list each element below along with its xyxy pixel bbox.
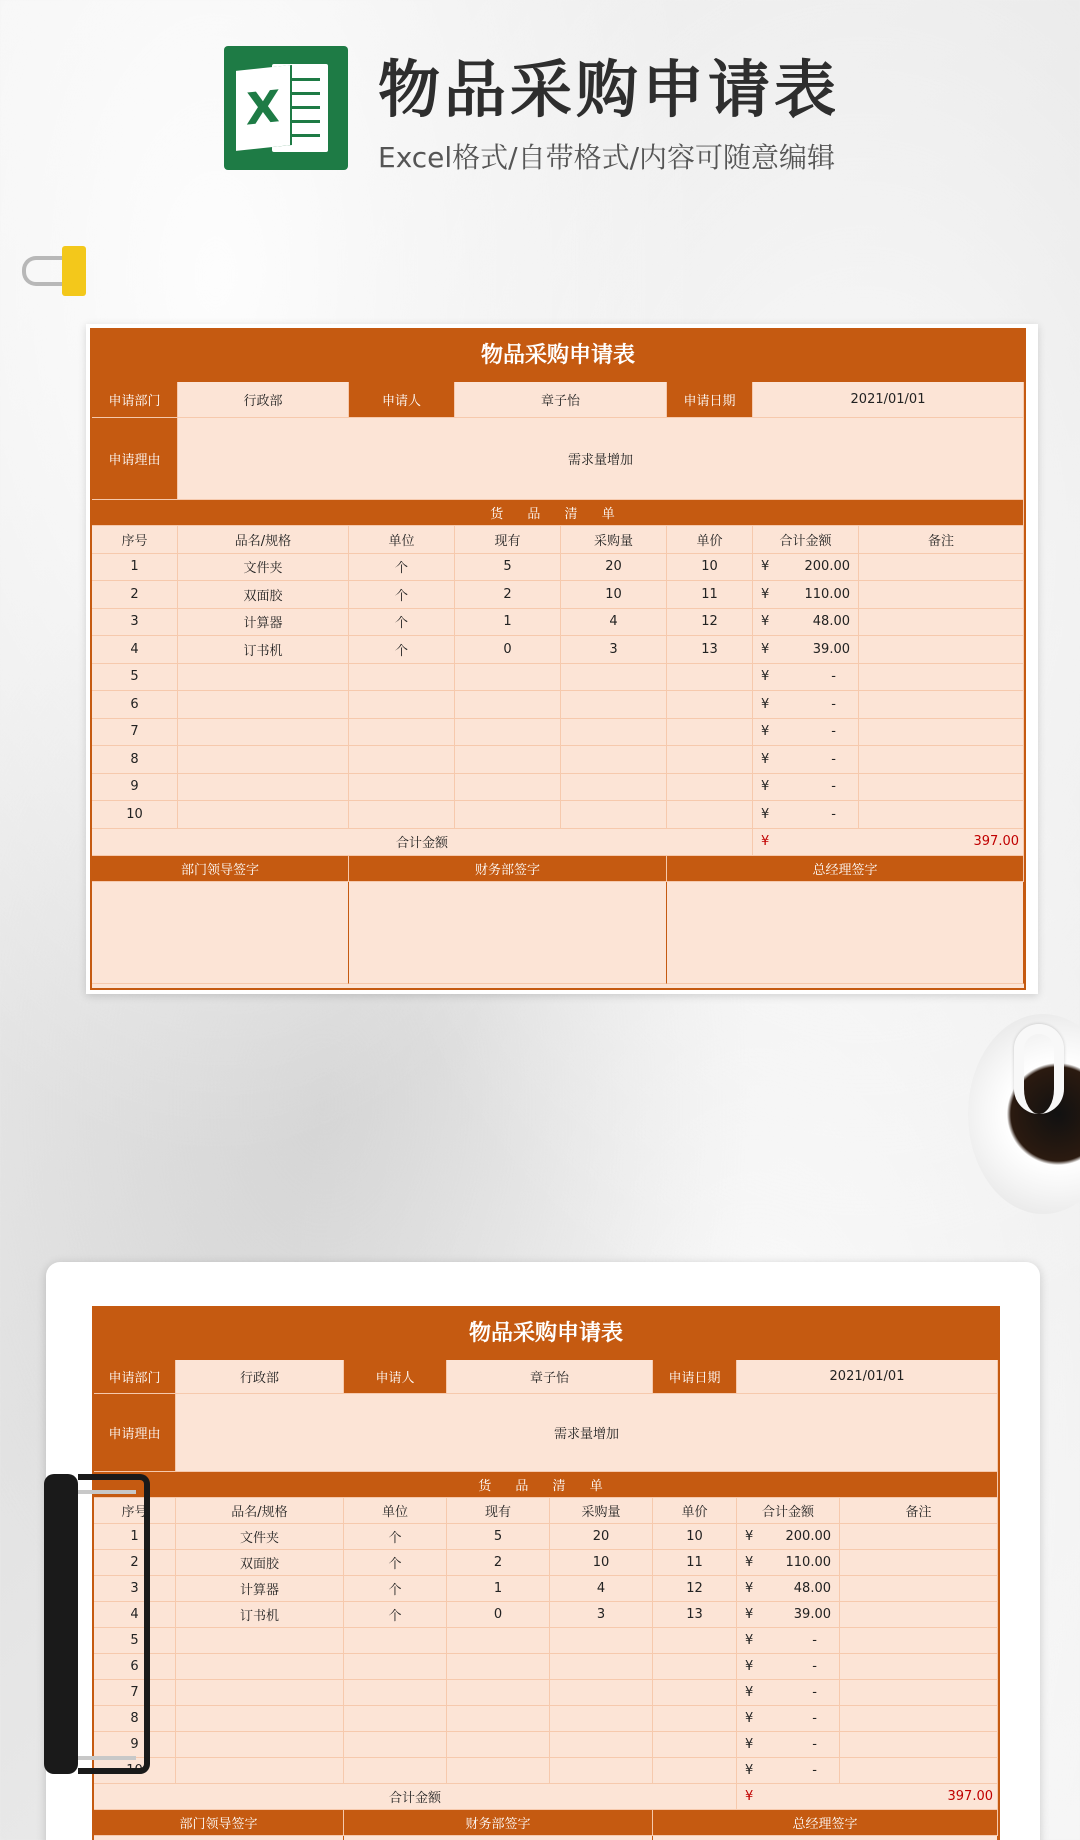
- stock-cell[interactable]: [447, 1680, 550, 1706]
- table-row: [94, 1654, 998, 1680]
- amount-cell[interactable]: [737, 1602, 840, 1628]
- amount-cell[interactable]: [737, 1732, 840, 1758]
- unit-cell[interactable]: 个: [344, 1524, 447, 1550]
- currency-symbol: ¥: [745, 1763, 754, 1778]
- qty-cell[interactable]: [561, 746, 667, 774]
- amount-cell[interactable]: [753, 581, 859, 609]
- qty-cell[interactable]: [550, 1628, 653, 1654]
- name-cell[interactable]: [178, 774, 349, 802]
- unit-cell[interactable]: [349, 664, 455, 692]
- unit-cell[interactable]: [344, 1680, 447, 1706]
- amount-cell[interactable]: [737, 1680, 840, 1706]
- no-cell: 1: [94, 1524, 176, 1550]
- note-cell[interactable]: [859, 801, 1024, 829]
- unit-cell[interactable]: [349, 746, 455, 774]
- price-cell[interactable]: 12: [667, 609, 753, 637]
- amount-value: 200.00: [785, 1529, 831, 1544]
- no-cell: 7: [94, 1680, 176, 1706]
- note-cell[interactable]: [840, 1706, 998, 1732]
- price-cell[interactable]: [653, 1680, 737, 1706]
- currency-symbol: ¥: [745, 1711, 754, 1726]
- amount-value: -: [812, 1763, 817, 1778]
- currency-symbol: ¥: [761, 669, 770, 685]
- table-row: [92, 664, 1024, 692]
- no-cell: 6: [92, 691, 178, 719]
- amount-value: 39.00: [793, 1607, 831, 1622]
- currency-symbol: ¥: [745, 1789, 754, 1804]
- amount-cell[interactable]: [753, 774, 859, 802]
- stock-cell[interactable]: [455, 774, 561, 802]
- note-cell[interactable]: [859, 554, 1024, 582]
- stock-cell[interactable]: [447, 1706, 550, 1732]
- amount-cell[interactable]: [753, 664, 859, 692]
- total-label: 合计金额: [94, 1784, 737, 1810]
- stock-cell[interactable]: 0: [447, 1602, 550, 1628]
- table-row: [92, 746, 1024, 774]
- column-header: 采购量: [561, 526, 667, 554]
- qty-cell[interactable]: 3: [561, 636, 667, 664]
- price-cell[interactable]: [653, 1732, 737, 1758]
- price-cell[interactable]: [667, 801, 753, 829]
- column-header: 序号: [92, 526, 178, 554]
- finance-signature-label: 财务部签字: [349, 856, 667, 882]
- stock-cell[interactable]: [447, 1654, 550, 1680]
- goods-list-bar: 货 品 清 单: [94, 1472, 998, 1498]
- name-cell[interactable]: 文件夹: [178, 554, 349, 582]
- name-cell[interactable]: [178, 746, 349, 774]
- column-header: 现有: [447, 1498, 550, 1524]
- unit-cell[interactable]: 个: [349, 581, 455, 609]
- price-cell[interactable]: [667, 691, 753, 719]
- finance-signature-label: 财务部签字: [344, 1810, 653, 1836]
- qty-cell[interactable]: [561, 801, 667, 829]
- table-row: [92, 636, 1024, 664]
- stock-cell[interactable]: [447, 1732, 550, 1758]
- name-cell[interactable]: 计算器: [176, 1576, 344, 1602]
- amount-value: -: [831, 724, 836, 740]
- table-row: [94, 1758, 998, 1784]
- department-leader-signature-box[interactable]: [92, 882, 349, 984]
- no-cell: 2: [94, 1550, 176, 1576]
- unit-cell[interactable]: 个: [344, 1602, 447, 1628]
- price-cell[interactable]: 12: [653, 1576, 737, 1602]
- qty-cell[interactable]: [550, 1706, 653, 1732]
- no-cell: 7: [92, 719, 178, 747]
- note-cell[interactable]: [859, 691, 1024, 719]
- name-cell[interactable]: [176, 1680, 344, 1706]
- currency-symbol: ¥: [761, 751, 770, 767]
- amount-cell[interactable]: [753, 554, 859, 582]
- currency-symbol: ¥: [745, 1607, 754, 1622]
- column-header: 备注: [859, 526, 1024, 554]
- applicant-label: 申请人: [349, 382, 455, 418]
- qty-cell[interactable]: [550, 1758, 653, 1784]
- name-cell[interactable]: [176, 1758, 344, 1784]
- amount-value: -: [812, 1711, 817, 1726]
- currency-symbol: ¥: [745, 1529, 754, 1544]
- note-cell[interactable]: [840, 1628, 998, 1654]
- currency-symbol: ¥: [761, 779, 770, 795]
- currency-symbol: ¥: [745, 1633, 754, 1648]
- column-header: 单价: [653, 1498, 737, 1524]
- qty-cell[interactable]: [550, 1732, 653, 1758]
- unit-cell[interactable]: [344, 1758, 447, 1784]
- amount-value: -: [831, 751, 836, 767]
- department-leader-signature-label: 部门领导签字: [94, 1810, 344, 1836]
- column-header: 品名/规格: [176, 1498, 344, 1524]
- amount-value: 200.00: [804, 559, 850, 575]
- date-value[interactable]: 2021/01/01: [737, 1360, 998, 1394]
- purchase-request-form: [90, 328, 1026, 990]
- department-leader-signature-box[interactable]: [94, 1836, 344, 1840]
- note-cell[interactable]: [859, 664, 1024, 692]
- no-cell: 6: [94, 1654, 176, 1680]
- currency-symbol: ¥: [761, 641, 770, 657]
- qty-cell[interactable]: [561, 664, 667, 692]
- no-cell: 3: [92, 609, 178, 637]
- currency-symbol: ¥: [745, 1581, 754, 1596]
- stock-cell[interactable]: 5: [455, 554, 561, 582]
- table-row: [92, 719, 1024, 747]
- unit-cell[interactable]: 个: [344, 1550, 447, 1576]
- table-row: [94, 1680, 998, 1706]
- amount-value: 39.00: [812, 641, 850, 657]
- currency-symbol: ¥: [745, 1737, 754, 1752]
- unit-cell[interactable]: [344, 1654, 447, 1680]
- qty-cell[interactable]: [550, 1654, 653, 1680]
- stock-cell[interactable]: [447, 1628, 550, 1654]
- qty-cell[interactable]: 10: [550, 1550, 653, 1576]
- amount-cell[interactable]: [753, 719, 859, 747]
- unit-cell[interactable]: [344, 1706, 447, 1732]
- department-value[interactable]: 行政部: [178, 382, 349, 418]
- applicant-value[interactable]: 章子怡: [455, 382, 667, 418]
- amount-value: -: [831, 806, 836, 822]
- amount-cell[interactable]: [737, 1628, 840, 1654]
- amount-value: 48.00: [793, 1581, 831, 1596]
- note-cell[interactable]: [840, 1550, 998, 1576]
- note-cell[interactable]: [859, 609, 1024, 637]
- amount-cell[interactable]: [737, 1524, 840, 1550]
- finance-signature-box[interactable]: [349, 882, 667, 984]
- purchase-request-form: [92, 1306, 1000, 1840]
- reason-label: 申请理由: [94, 1394, 176, 1472]
- name-cell[interactable]: [176, 1654, 344, 1680]
- total-label: 合计金额: [92, 829, 753, 857]
- name-cell[interactable]: 订书机: [176, 1602, 344, 1628]
- page-title: 物品采购申请表: [378, 53, 841, 126]
- table-row: [92, 774, 1024, 802]
- unit-cell[interactable]: [349, 774, 455, 802]
- currency-symbol: ¥: [745, 1685, 754, 1700]
- name-cell[interactable]: [178, 719, 349, 747]
- date-label: 申请日期: [653, 1360, 737, 1394]
- table-row: [92, 554, 1024, 582]
- price-cell[interactable]: [667, 664, 753, 692]
- qty-cell[interactable]: 20: [561, 554, 667, 582]
- department-label: 申请部门: [92, 382, 178, 418]
- unit-cell[interactable]: 个: [349, 636, 455, 664]
- stock-cell[interactable]: [455, 746, 561, 774]
- unit-cell[interactable]: [344, 1732, 447, 1758]
- name-cell[interactable]: 双面胶: [176, 1550, 344, 1576]
- column-header: 现有: [455, 526, 561, 554]
- binder-clip-icon: [22, 246, 86, 296]
- amount-value: 48.00: [812, 614, 850, 630]
- table-row: [92, 801, 1024, 829]
- column-header: 合计金额: [753, 526, 859, 554]
- finance-signature-box[interactable]: [344, 1836, 653, 1840]
- reason-value[interactable]: 需求量增加: [178, 418, 1024, 500]
- amount-cell[interactable]: [737, 1758, 840, 1784]
- amount-value: -: [812, 1737, 817, 1752]
- unit-cell[interactable]: 个: [349, 554, 455, 582]
- no-cell: 8: [94, 1706, 176, 1732]
- qty-cell[interactable]: [561, 719, 667, 747]
- note-cell[interactable]: [840, 1680, 998, 1706]
- name-cell[interactable]: [178, 664, 349, 692]
- page-subtitle: Excel格式/自带格式/内容可随意编辑: [378, 141, 836, 174]
- price-cell[interactable]: [653, 1758, 737, 1784]
- price-cell[interactable]: [653, 1628, 737, 1654]
- currency-symbol: ¥: [745, 1659, 754, 1674]
- amount-value: -: [812, 1685, 817, 1700]
- total-amount-cell: [737, 1784, 998, 1810]
- note-cell[interactable]: [859, 719, 1024, 747]
- qty-cell[interactable]: 3: [550, 1602, 653, 1628]
- currency-symbol: ¥: [761, 834, 770, 850]
- no-cell: 9: [94, 1732, 176, 1758]
- name-cell[interactable]: 文件夹: [176, 1524, 344, 1550]
- qty-cell[interactable]: [561, 691, 667, 719]
- table-row: [94, 1602, 998, 1628]
- applicant-value[interactable]: 章子怡: [447, 1360, 653, 1394]
- stock-cell[interactable]: 2: [447, 1550, 550, 1576]
- note-cell[interactable]: [840, 1524, 998, 1550]
- amount-value: -: [812, 1633, 817, 1648]
- table-row: [94, 1732, 998, 1758]
- amount-cell[interactable]: [737, 1706, 840, 1732]
- applicant-label: 申请人: [344, 1360, 447, 1394]
- reason-label: 申请理由: [92, 418, 178, 500]
- department-label: 申请部门: [94, 1360, 176, 1394]
- general-manager-signature-box[interactable]: [653, 1836, 998, 1840]
- amount-cell[interactable]: [753, 801, 859, 829]
- unit-cell[interactable]: [349, 719, 455, 747]
- total-amount-cell: [753, 829, 1024, 857]
- amount-value: 110.00: [785, 1555, 831, 1570]
- amount-cell[interactable]: [737, 1576, 840, 1602]
- clipboard-clip-icon: [44, 1474, 78, 1774]
- price-cell[interactable]: 11: [653, 1550, 737, 1576]
- unit-cell[interactable]: [349, 801, 455, 829]
- table-row: [92, 691, 1024, 719]
- form-title: 物品采购申请表: [94, 1308, 998, 1360]
- table-row: [94, 1576, 998, 1602]
- column-header: 单价: [667, 526, 753, 554]
- general-manager-signature-label: 总经理签字: [667, 856, 1024, 882]
- amount-cell[interactable]: [753, 636, 859, 664]
- qty-cell[interactable]: [550, 1680, 653, 1706]
- department-leader-signature-label: 部门领导签字: [92, 856, 349, 882]
- table-row: [94, 1524, 998, 1550]
- amount-value: -: [831, 779, 836, 795]
- price-cell[interactable]: [667, 746, 753, 774]
- currency-symbol: ¥: [745, 1555, 754, 1570]
- total-amount-value: 397.00: [973, 834, 1019, 850]
- amount-value: -: [812, 1659, 817, 1674]
- currency-symbol: ¥: [761, 559, 770, 575]
- qty-cell[interactable]: 10: [561, 581, 667, 609]
- name-cell[interactable]: [176, 1706, 344, 1732]
- column-header: 品名/规格: [178, 526, 349, 554]
- no-cell: 8: [92, 746, 178, 774]
- price-cell[interactable]: [653, 1706, 737, 1732]
- department-value[interactable]: 行政部: [176, 1360, 344, 1394]
- excel-x-letter: X: [236, 65, 290, 151]
- table-row: [94, 1550, 998, 1576]
- note-cell[interactable]: [859, 746, 1024, 774]
- goods-list-bar: 货 品 清 单: [92, 500, 1024, 526]
- note-cell[interactable]: [859, 581, 1024, 609]
- table-row: [94, 1706, 998, 1732]
- amount-cell[interactable]: [753, 746, 859, 774]
- qty-cell[interactable]: [561, 774, 667, 802]
- note-cell[interactable]: [859, 774, 1024, 802]
- stock-cell[interactable]: [455, 664, 561, 692]
- no-cell: 5: [92, 664, 178, 692]
- note-cell[interactable]: [840, 1758, 998, 1784]
- stock-cell[interactable]: 1: [455, 609, 561, 637]
- amount-value: 110.00: [804, 586, 850, 602]
- table-row: [92, 581, 1024, 609]
- currency-symbol: ¥: [761, 614, 770, 630]
- name-cell[interactable]: [176, 1628, 344, 1654]
- no-cell: 10: [92, 801, 178, 829]
- price-cell[interactable]: 13: [653, 1602, 737, 1628]
- no-cell: 5: [94, 1628, 176, 1654]
- qty-cell[interactable]: 4: [550, 1576, 653, 1602]
- no-cell: 10: [94, 1758, 176, 1784]
- price-cell[interactable]: [667, 774, 753, 802]
- no-cell: 4: [92, 636, 178, 664]
- currency-symbol: ¥: [761, 696, 770, 712]
- price-cell[interactable]: [667, 719, 753, 747]
- amount-cell[interactable]: [737, 1550, 840, 1576]
- column-header: 备注: [840, 1498, 998, 1524]
- excel-logo-icon: [224, 46, 348, 170]
- table-row: [92, 609, 1024, 637]
- qty-cell[interactable]: 20: [550, 1524, 653, 1550]
- note-cell[interactable]: [859, 636, 1024, 664]
- clipboard-clip-frame: [78, 1474, 150, 1774]
- note-cell[interactable]: [840, 1602, 998, 1628]
- name-cell[interactable]: [176, 1732, 344, 1758]
- name-cell[interactable]: [178, 801, 349, 829]
- price-cell[interactable]: 11: [667, 581, 753, 609]
- note-cell[interactable]: [840, 1576, 998, 1602]
- stock-cell[interactable]: 1: [447, 1576, 550, 1602]
- name-cell[interactable]: [178, 691, 349, 719]
- note-cell[interactable]: [840, 1654, 998, 1680]
- date-label: 申请日期: [667, 382, 753, 418]
- unit-cell[interactable]: 个: [349, 609, 455, 637]
- no-cell: 9: [92, 774, 178, 802]
- amount-cell[interactable]: [737, 1654, 840, 1680]
- name-cell[interactable]: 计算器: [178, 609, 349, 637]
- currency-symbol: ¥: [761, 724, 770, 740]
- stock-cell[interactable]: 0: [455, 636, 561, 664]
- unit-cell[interactable]: [344, 1628, 447, 1654]
- name-cell[interactable]: 订书机: [178, 636, 349, 664]
- stock-cell[interactable]: 2: [455, 581, 561, 609]
- column-header: 合计金额: [737, 1498, 840, 1524]
- name-cell[interactable]: 双面胶: [178, 581, 349, 609]
- note-cell[interactable]: [840, 1732, 998, 1758]
- form-title: 物品采购申请表: [92, 330, 1024, 382]
- price-cell[interactable]: [653, 1654, 737, 1680]
- amount-cell[interactable]: [753, 691, 859, 719]
- no-cell: 4: [94, 1602, 176, 1628]
- table-row: [94, 1628, 998, 1654]
- column-header: 采购量: [550, 1498, 653, 1524]
- date-value[interactable]: 2021/01/01: [753, 382, 1024, 418]
- general-manager-signature-label: 总经理签字: [653, 1810, 998, 1836]
- amount-cell[interactable]: [753, 609, 859, 637]
- column-header: 单位: [344, 1498, 447, 1524]
- total-amount-value: 397.00: [947, 1789, 993, 1804]
- stock-cell[interactable]: [455, 801, 561, 829]
- general-manager-signature-box[interactable]: [667, 882, 1024, 984]
- stock-cell[interactable]: [447, 1758, 550, 1784]
- stock-cell[interactable]: 5: [447, 1524, 550, 1550]
- coffee-cup-handle: [1014, 1024, 1064, 1114]
- price-cell[interactable]: 10: [667, 554, 753, 582]
- price-cell[interactable]: 10: [653, 1524, 737, 1550]
- column-header: 单位: [349, 526, 455, 554]
- no-cell: 2: [92, 581, 178, 609]
- unit-cell[interactable]: [349, 691, 455, 719]
- amount-value: -: [831, 696, 836, 712]
- stock-cell[interactable]: [455, 719, 561, 747]
- column-header: 序号: [94, 1498, 176, 1524]
- stock-cell[interactable]: [455, 691, 561, 719]
- price-cell[interactable]: 13: [667, 636, 753, 664]
- currency-symbol: ¥: [761, 806, 770, 822]
- currency-symbol: ¥: [761, 586, 770, 602]
- reason-value[interactable]: 需求量增加: [176, 1394, 998, 1472]
- no-cell: 1: [92, 554, 178, 582]
- amount-value: -: [831, 669, 836, 685]
- qty-cell[interactable]: 4: [561, 609, 667, 637]
- unit-cell[interactable]: 个: [344, 1576, 447, 1602]
- no-cell: 3: [94, 1576, 176, 1602]
